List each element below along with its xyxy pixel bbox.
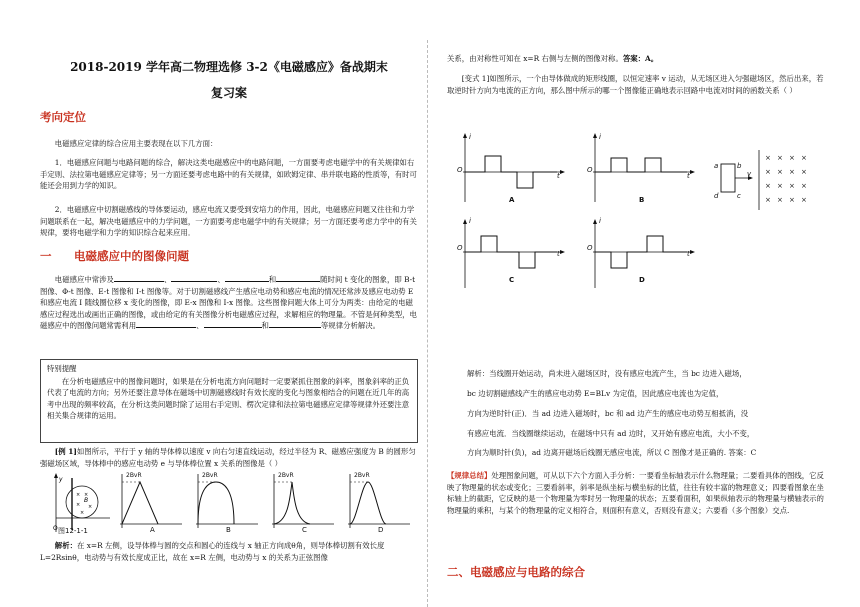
svg-text:O: O	[53, 525, 58, 532]
example-1-text: 如图所示，平行于 y 轴的导体棒以速度 v 向右匀速直线运动，经过半径为 R、磁感应强度为 B 的圆形匀强磁场区域，导体棒中的感应电动势 e 与导体棒位置 x 关系的图像是（ ）	[40, 447, 416, 468]
option-a-label: A	[150, 526, 155, 534]
graph-b-label: B	[639, 196, 645, 204]
page-title-line2: 复习案	[210, 86, 247, 100]
section-2-title: 二、电磁感应与电路的综合	[447, 565, 585, 579]
graph-c-axis-t: t	[557, 250, 560, 258]
coil-label-d: d	[714, 192, 719, 200]
svg-text:×: ×	[777, 154, 783, 162]
svg-text:y: y	[59, 476, 63, 483]
svg-text:×: ×	[789, 168, 795, 176]
analysis-line-3: 方向为逆时针(正)．当 ad 边进入磁场时，bc 和 ad 边产生的感应电动势互相抵消，没	[467, 409, 749, 418]
svg-text:×: ×	[76, 492, 81, 498]
section-1-paragraph: 电磁感应中常涉及 、 、 和 随时间 t 变化的图象，即 B-t 图像、Φ-t 图像、E-t 图像和 I-t 图像等。对于切割磁感线产生感应电动势和感应电流的情况还常涉及感应电动势 E 和感应电流 I 随线圈位移 x 变化的图像，即 E-x 图像和 I-x 图像。这些图像问题大体上可分为两类：由给定的电磁感应过程选出或画出正确的图像，或由给定的有关图像分析电磁感应过程，求解相应的物理量。不管是何种类型，电磁感应中的图像问题常需利用 、 和 等规律分析解决。	[40, 275, 417, 331]
continuation-text: 关系，由对称性可知在 x=R 右侧与左侧的图像对称。答案：A。	[447, 54, 659, 63]
graph-a-label: A	[509, 196, 515, 204]
svg-text:×: ×	[801, 182, 807, 190]
analysis-text: 在 x=R 左侧，设导体棒与圆的交点和圆心的连线与 x 轴正方向成θ角，则导体棒切割有效长度 L=2Rsinθ，电动势与有效长度成正比，故在 x=R 左侧，电动势与 x 的关系为正弦图像	[40, 541, 385, 562]
figure-caption: 图12-1-1	[58, 527, 88, 535]
answer-a: 答案：A。	[622, 54, 659, 63]
section-1-number: 一	[40, 249, 52, 263]
graph-c-origin: O	[457, 244, 463, 252]
example-1-analysis	[40, 540, 418, 563]
graph-d-label: D	[639, 276, 645, 284]
velocity-label: v	[747, 170, 752, 178]
graph-b	[593, 133, 695, 202]
rule-summary-label: 【规律总结】	[447, 471, 492, 480]
example-1-label: [例 1]	[54, 447, 77, 456]
graph-b-origin: O	[587, 166, 593, 174]
graph-d-axis-i: i	[599, 217, 601, 225]
point-2: 2．电磁感应中切割磁感线的导体要运动，感应电流又要受到安培力的作用，因此，电磁感应问题又往往和力学问题联系在一起，解决电磁感应中的力学问题，一方面要考虑电磁学中的有关规律；另一方面还要考虑力学中的有关规律，要将电磁学和力学的知识综合起来应用．	[40, 205, 417, 238]
svg-text:×: ×	[765, 182, 771, 190]
option-d-graph	[348, 474, 410, 528]
point-1: 1．电磁感应问题与电路问题的综合，解决这类电磁感应中的电路问题，一方面要考虑电磁学中的有关规律如右手定则、法拉第电磁感应定律等；另一方面还要考虑电路中的有关规律，如欧姆定律、串并联电路的性质等，有时可能还会用到力学的知识。	[40, 158, 417, 191]
svg-text:×: ×	[88, 504, 93, 510]
svg-text:×: ×	[777, 196, 783, 204]
svg-text:×: ×	[76, 502, 81, 508]
analysis-label: 解析：	[54, 541, 77, 550]
page-title-line1: 2018-2019 学年高二物理选修 3-2《电磁感应》备战期末	[70, 60, 388, 74]
graph-d-origin: O	[587, 244, 593, 252]
svg-text:×: ×	[801, 154, 807, 162]
rule-summary-text: 处理图象问题，可从以下六个方面入手分析：一要看坐标轴表示什么物理量；二要看具体的图线，它反映了物理量的状态或变化；三要看斜率，斜率是纵坐标与横坐标的比值，往往有较丰富的物理意义；四要看图象在坐标轴上的截距，它反映的是一个物理量为零时另一物理量的状态；五要看面积，如果纵轴表示的物理量与横轴表示的物理量的乘积，与某个的物理量的定义相符合，则面积有意义，否则没有意义；六要看（多个图象）交点.	[447, 471, 824, 515]
graph-a-origin: O	[457, 166, 463, 174]
graph-b-axis-t: t	[687, 172, 690, 180]
graph-b-axis-i: i	[599, 133, 601, 141]
svg-text:×: ×	[801, 168, 807, 176]
section-1-title: 电磁感应中的图像问题	[74, 249, 189, 263]
option-c-graph	[272, 474, 334, 528]
current-time-graphs	[463, 132, 825, 292]
option-a-ylabel: 2BvR	[126, 472, 142, 479]
svg-text:×: ×	[789, 196, 795, 204]
variant-1-text: 如图所示，一个由导体做成的矩形线圈，以恒定速率 v 运动，从无场区进入匀强磁场区，然后出来，若取逆时针方向为电流的正方向，那么图中所示的哪一个图像能正确地表示回路中电流对时间的函数关系（ ）	[447, 74, 824, 95]
svg-text:×: ×	[80, 510, 85, 516]
svg-text:×: ×	[777, 182, 783, 190]
graph-c-axis-i: i	[469, 217, 471, 225]
option-a-graph	[120, 474, 182, 528]
svg-text:×: ×	[765, 154, 771, 162]
option-b-graph	[196, 474, 258, 528]
variant-1	[447, 73, 825, 96]
graph-a	[463, 133, 565, 202]
variant-1-label: [变式 1]	[461, 74, 490, 83]
analysis-line-5: 方向为顺时针(负)，ad 边离开磁场后线圈无感应电流，所以 C 图像才是正确的. 答案：C	[467, 448, 757, 457]
column-divider	[427, 40, 428, 607]
section-heading-kaoxiang: 考向定位	[40, 110, 86, 124]
tip-title: 特别提醒	[47, 364, 77, 373]
rule-summary	[447, 470, 825, 516]
analysis-line-1: 解析：当线圈开始运动，尚未进入磁场区时，没有感应电流产生，当 bc 边进入磁场，	[467, 369, 747, 378]
coil-label-c: c	[737, 192, 741, 200]
magnetic-field-figure	[52, 472, 112, 534]
graph-a-axis-t: t	[557, 172, 560, 180]
option-b-label: B	[226, 526, 231, 534]
option-b-ylabel: 2BvR	[202, 472, 218, 479]
graph-c-label: C	[509, 276, 515, 284]
svg-text:×: ×	[789, 182, 795, 190]
example-1	[40, 446, 418, 469]
graph-d-axis-t: t	[687, 250, 690, 258]
tip-box	[40, 359, 418, 443]
svg-text:×: ×	[84, 492, 89, 498]
option-d-ylabel: 2BvR	[354, 472, 370, 479]
svg-text:×: ×	[765, 196, 771, 204]
option-c-label: C	[302, 526, 307, 534]
intro-text: 电磁感应定律的综合应用主要表现在以下几方面：	[54, 139, 218, 148]
tip-text: 在分析电磁感应中的图像问题时，如果是在分析电流方向问题时一定要紧抓住图象的斜率，图象斜率的正负代表了电流的方向；另外还要注意导体在磁场中切割磁感线时有效长度的变化与图象相结合的问题在近几年的高考中出现的频率较高，在分析这类问题时除了运用右手定则、楞次定律和法拉第电磁感应定律等规律外还要注意相关集合规律的运用。	[47, 376, 410, 420]
svg-text:×: ×	[777, 168, 783, 176]
svg-text:×: ×	[765, 168, 771, 176]
coil-and-field	[721, 150, 807, 210]
svg-text:B: B	[84, 497, 89, 504]
analysis-line-2: bc 边切割磁感线产生的感应电动势 E=BLv 为定值，因此感应电流也为定值，	[467, 389, 724, 398]
option-c-ylabel: 2BvR	[278, 472, 294, 479]
svg-text:×: ×	[789, 154, 795, 162]
option-d-label: D	[378, 526, 384, 534]
svg-text:×: ×	[801, 196, 807, 204]
graph-a-axis-i: i	[469, 133, 471, 141]
analysis-line-4: 有感应电流．当线圈继续运动，在磁场中只有 ad 边时，又开始有感应电流，大小不变，	[467, 429, 755, 438]
coil-label-b: b	[737, 162, 742, 170]
coil-label-a: a	[714, 162, 719, 170]
